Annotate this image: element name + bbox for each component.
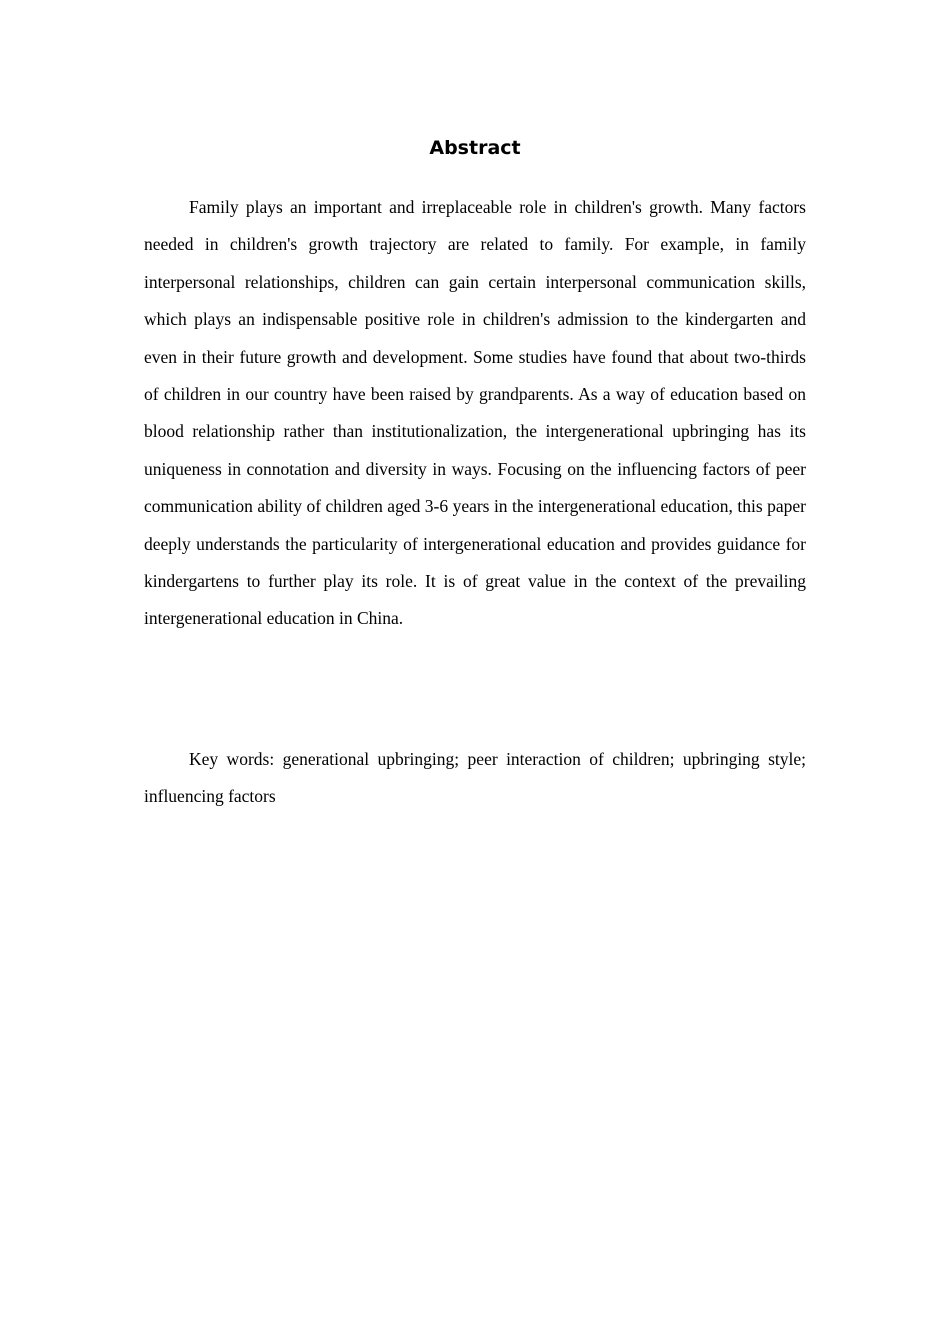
keywords-line: Key words: generational upbringing; peer interaction of children; upbringing style; influencing factors <box>144 749 806 807</box>
abstract-title: Abstract <box>429 137 521 159</box>
abstract-body: Family plays an important and irreplaceable role in children's growth. Many factors needed in children's growth trajectory are related to family. For example, in family interpersonal relationships, children can gain certain interpersonal communication skills, which plays an indispensable positive role in children's admission to the kindergarten and even in their future growth and development. Some studies have found that about two-thirds of children in our country have been raised by grandparents. As a way of education based on blood relationship rather than institutionalization, the intergenerational upbringing has its uniqueness in connotation and diversity in ways. Focusing on the influencing factors of peer communication ability of children aged 3-6 years in the intergenerational education, this paper deeply understands the particularity of intergenerational education and provides guidance for kindergartens to further play its role. It is of great value in the context of the prevailing intergenerational education in China. <box>144 197 806 629</box>
